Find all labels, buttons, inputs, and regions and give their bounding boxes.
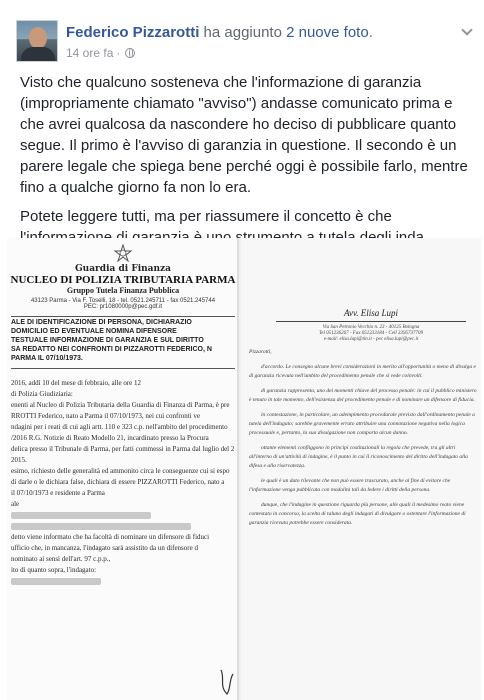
photo-legal-opinion[interactable] [241, 238, 481, 700]
doc-divider [11, 368, 235, 369]
timestamp-link[interactable]: 14 ore fa [66, 46, 114, 60]
doc-title-line: PARMA IL 07/10/1973. [11, 355, 83, 362]
doc-line: RROTTI Federico, nato a Parma il 07/10/1973, nei cui confronti ve [11, 412, 200, 420]
doc-title-line: ALE DI IDENTIFICAZIONE DI PERSONA, DICHIARAZIO [11, 319, 192, 326]
globe-icon[interactable] [125, 48, 135, 58]
author-line [66, 24, 373, 41]
doc-redacted-line [11, 521, 237, 532]
signature-mark [217, 668, 237, 698]
doc-redacted-line [11, 510, 237, 521]
doc-line: delica presso il Tribunale di Parma, per fatti commessi in Parma dal luglio del 2 [11, 445, 235, 453]
letterhead-rule [276, 321, 466, 322]
doc-line: detto viene informato che ha facoltà di nominare un difensore di fiduci [11, 533, 210, 541]
letter-paragraph: dunque, che l'indagine in questione riguarda più persone, alle quali il medesimo reato viene contestato in concorso, la scelta di taluno degli indagati di divulgare o ostentare l'informazione di garanzia ricevuta potrebbe essere considerata. [249, 502, 466, 526]
post-paragraph-2-text: Potete leggere tutti, ma per riassumere il concetto è che [20, 208, 392, 225]
letterhead [271, 308, 471, 343]
lawyer-name: Avv. Elisa Lupi [343, 308, 399, 318]
doc-line: enenti al Nucleo di Polizia Tributaria della Guardia di Finanza di Parma, è pre [11, 401, 230, 409]
avatar[interactable] [16, 20, 58, 62]
photo-garanzia-document[interactable] [7, 238, 239, 700]
doc-body-lines [11, 378, 237, 587]
letter-paragraph: di garanzia rappresenta, uno dei momenti chiave del processo penale: in cui il pubblico ministero è tenuto in tale momento, dell'esistenza del procedimento penale e di nominare un difensore di fiducia. [249, 388, 477, 403]
doc-line: di darle o le dichiara false, dichiara di essere PIZZAROTTI Federico, nato a [11, 478, 225, 486]
legal-opinion-body [249, 348, 477, 534]
action-text: ha aggiunto [203, 24, 282, 41]
letter-paragraph: d'accordo. Le consegno alcune brevi considerazioni in merito all'opportunità o meno di divulga e di garanzia ricevuta nell'ambito del procedimento penale che si vede coinvolti. [249, 364, 476, 379]
photo-attachments [7, 238, 481, 700]
post-header [10, 8, 480, 62]
letter-paragraph: in contestazione, in particolare, un adempimento procedurale previsto dall'ordinamento penale a tutela dell'indagato; sarebbe gravemente errato attribuire una connotazione negativa nella logica processuale e, pertanto, la sua divulgazione non comporta alcun danno. [249, 412, 475, 436]
author-name-link[interactable]: Federico Pizzarotti [66, 24, 200, 41]
doc-title-box [11, 318, 237, 363]
letter-paragraph: ottante elementi confliggono in principi costituzionali la regola che prevede, tra gli altri all'interno di un'attività di indagine, è il punto in cui il riconoscimento del diritto dell'indagato alla difesa e alla riservatezza. [249, 445, 468, 469]
doc-line: il 07/10/1973 e residente a Parma [11, 489, 105, 497]
doc-divider [11, 316, 235, 317]
doc-title-line: TESTUALE INFORMAZIONE DI GARANZIA E SUL DIRITTO [11, 337, 204, 344]
letter-greeting: Pizzarotti, [249, 349, 272, 355]
doc-pec: PEC: pr1080000p@pec.gdf.it [83, 304, 163, 310]
doc-header-line-2: NUCLEO DI POLIZIA TRIBUTARIA PARMA [10, 274, 236, 286]
doc-line: nominato ai sensi dell'art. 97 c.p.p., [11, 555, 111, 563]
doc-line: 2015. [11, 456, 27, 464]
lawyer-address-3: e-mail: elisa.lupi@tin.it - pec elisa.lupi@pec.it [323, 337, 419, 342]
doc-line: ndagini per i reati di cui agli artt. 110 e 323 c.p. nell'ambito del procedimento [11, 423, 228, 431]
doc-header-line-1: Guardia di Finanza [75, 264, 171, 274]
doc-address: 43123 Parma - Via F. Toselli, 18 - tel. 0521.245711 - fax 0521.245744 [30, 298, 216, 304]
post-meta [66, 46, 135, 60]
doc-line: ufficio che, in mancanza, l'indagato sarà assistito da un difensore d [11, 544, 198, 552]
doc-left-header [7, 244, 239, 310]
meta-separator: · [116, 46, 121, 60]
lawyer-address-1: Via San Petronio Vecchio n. 23 - 40125 Bologna [322, 325, 420, 330]
lawyer-address-2: Tel 051236267 - Fax 051233184 - Cell 3395737709 [318, 331, 424, 336]
doc-line: ale [11, 500, 20, 508]
doc-header-line-3: Gruppo Tutela Finanza Pubblica [66, 286, 180, 295]
chevron-down-icon[interactable] [462, 26, 472, 36]
doc-redacted-line [11, 576, 237, 587]
doc-line: /2016 R.G. Notizie di Reato Modello 21, incardinato presso la Procura [11, 434, 209, 442]
doc-line: 2016, addì 10 del mese di febbraio, alle ore 12 [11, 379, 142, 387]
doc-title-line: DOMICILIO ED EVENTUALE NOMINA DIFENSORE [11, 328, 177, 335]
doc-title-line: SA REDATTO NEI CONFRONTI DI PIZZAROTTI FEDERICO, N [11, 346, 212, 353]
doc-line: esimo, richiesto delle generalità ed ammonito circa le conseguenze cui si espo [11, 467, 230, 475]
action-suffix: . [368, 24, 373, 41]
letter-paragraph: le quali è un dato rilevante che non può essere trascurato, anche al fine di evitare che l'informazione venga pubblicata con modalità tali da ledere i diritti della persona. [249, 478, 451, 493]
emblem-icon [113, 244, 133, 262]
doc-line: di Polizia Giudiziaria: [11, 390, 73, 398]
post-paragraph-1: Visto che qualcuno sosteneva che l'informazione di garanzia (impropriamente chiamato "avviso") andasse comunicato prima e che avrei qualcosa da nascondere ho deciso di pubblicare quanto segue. Il primo è l'avviso di garanzia in questione. Il secondo è un parere legale che spiega bene perché oggi è possibile farlo, mentre fino a qualche giorno fa non lo era. [20, 74, 468, 196]
doc-line: ito di quanto sopra, l'indagato: [11, 566, 97, 574]
photos-link[interactable]: 2 nuove foto [286, 24, 369, 41]
